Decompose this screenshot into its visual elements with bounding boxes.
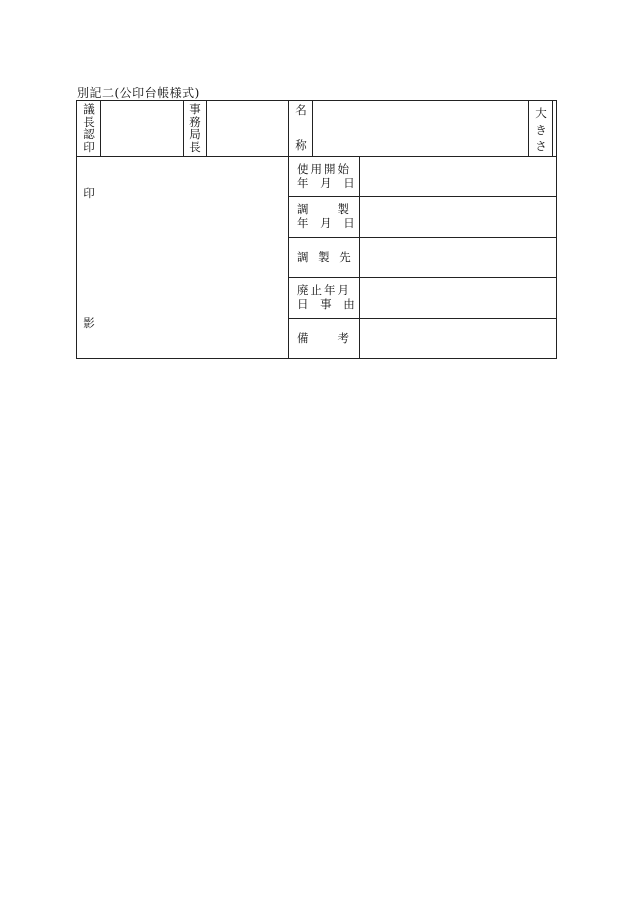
inei-label-top: 印 [83, 186, 95, 200]
ookisa-label: 大 き さ [535, 106, 547, 154]
chouseisaki-label: 調 製 先 [297, 250, 354, 264]
gichou-ninin-label: 議 長 認 印 [83, 102, 95, 154]
ookisa-label-cell [529, 101, 553, 157]
haishi-field[interactable] [360, 278, 556, 319]
chousei-field[interactable] [360, 197, 556, 238]
inei-label-bottom: 影 [83, 316, 95, 330]
haishi-label-cell [289, 278, 360, 319]
shiyou-kaishi-field[interactable] [360, 157, 556, 197]
meishou-label-top: 名 [295, 103, 307, 117]
meishou-label-cell [289, 101, 313, 157]
ookisa-field[interactable] [553, 101, 556, 157]
meishou-field[interactable] [313, 101, 529, 157]
bikou-label: 備 考 [297, 331, 351, 345]
jimukyokuchou-label-cell [184, 101, 207, 157]
haishi-label: 廃止年月 日 事 由 [297, 283, 359, 312]
chouseisaki-label-cell [289, 238, 360, 278]
chousei-label: 調 製 年 月 日 [297, 202, 359, 231]
bikou-field[interactable] [360, 319, 556, 358]
gichou-ninin-stamp-field[interactable] [101, 101, 184, 157]
chouseisaki-field[interactable] [360, 238, 556, 278]
jimukyokuchou-label: 事 務 局 長 [189, 102, 201, 154]
shiyou-kaishi-label: 使用開始 年 月 日 [297, 162, 359, 191]
seal-ledger-table [76, 100, 557, 359]
jimukyokuchou-stamp-field[interactable] [207, 101, 289, 157]
meishou-label-bottom: 称 [295, 138, 307, 152]
page-title: 別記二(公印台帳様式) [77, 86, 200, 100]
gichou-ninin-label-cell [77, 101, 101, 157]
shiyou-kaishi-label-cell [289, 157, 360, 197]
bikou-label-cell [289, 319, 360, 358]
chousei-label-cell [289, 197, 360, 238]
inei-area[interactable] [77, 157, 289, 358]
